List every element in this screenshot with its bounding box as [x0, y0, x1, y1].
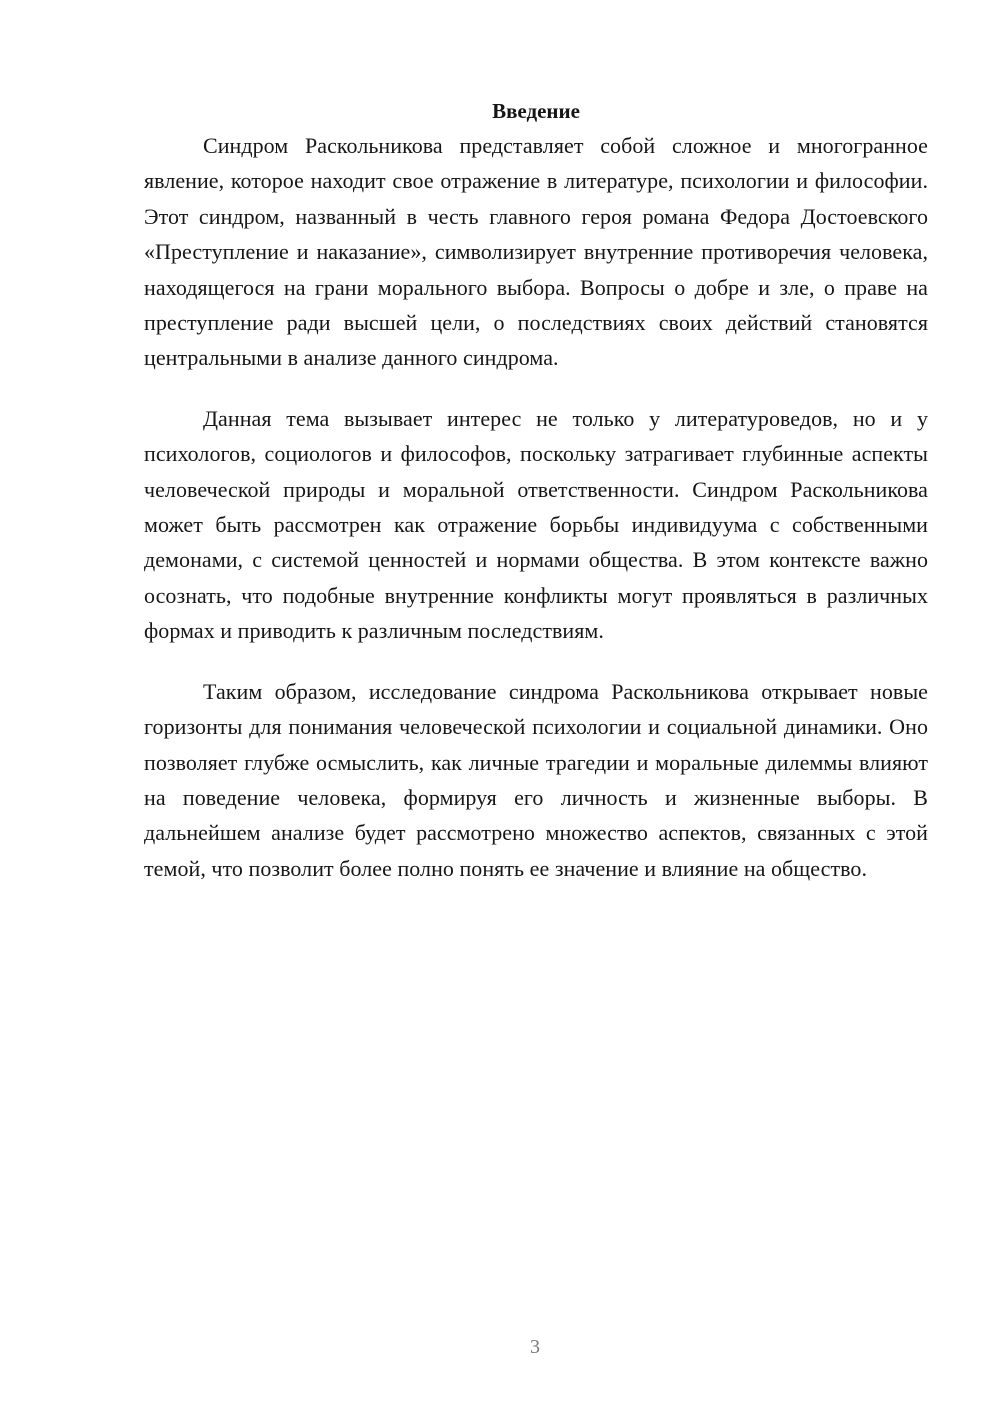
section-heading: Введение	[492, 99, 580, 123]
paragraph-2: Данная тема вызывает интерес не только у литературоведов, но и у психологов, социологов и философов, поскольку затрагивает глубинные аспекты человеческой природы и моральной ответственности. Синдром Раскольникова может быть рассмотрен как отражение борьбы индивидуума с собственными демонами, с системой ценностей и нормами общества. В этом контексте важно осознать, что подобные внутренние конфликты могут проявляться в различных формах и приводить к различным последствиям.	[144, 405, 928, 644]
paragraph-1: Синдром Раскольникова представляет собой сложное и многогранное явление, которое находит свое отражение в литературе, психологии и философии. Этот синдром, названный в честь главного героя романа Федора Достоевского «Преступление и наказание», символизирует внутренние противоречия человека, находящегося на грани морального выбора. Вопросы о добре и зле, о праве на преступление ради высшей цели, о последствиях своих действий становятся центральными в анализе данного синдрома.	[144, 133, 928, 371]
page-content	[144, 96, 928, 886]
paragraph-3: Таким образом, исследование синдрома Раскольникова открывает новые горизонты для понимания человеческой психологии и социальной динамики. Оно позволяет глубже осмыслить, как личные трагедии и моральные дилеммы влияют на поведение человека, формируя его личность и жизненные выборы. В дальнейшем анализе будет рассмотрено множество аспектов, связанных с этой темой, что позволит более полно понять ее значение и влияние на общество.	[144, 678, 928, 881]
page-number: 3	[530, 1336, 540, 1358]
